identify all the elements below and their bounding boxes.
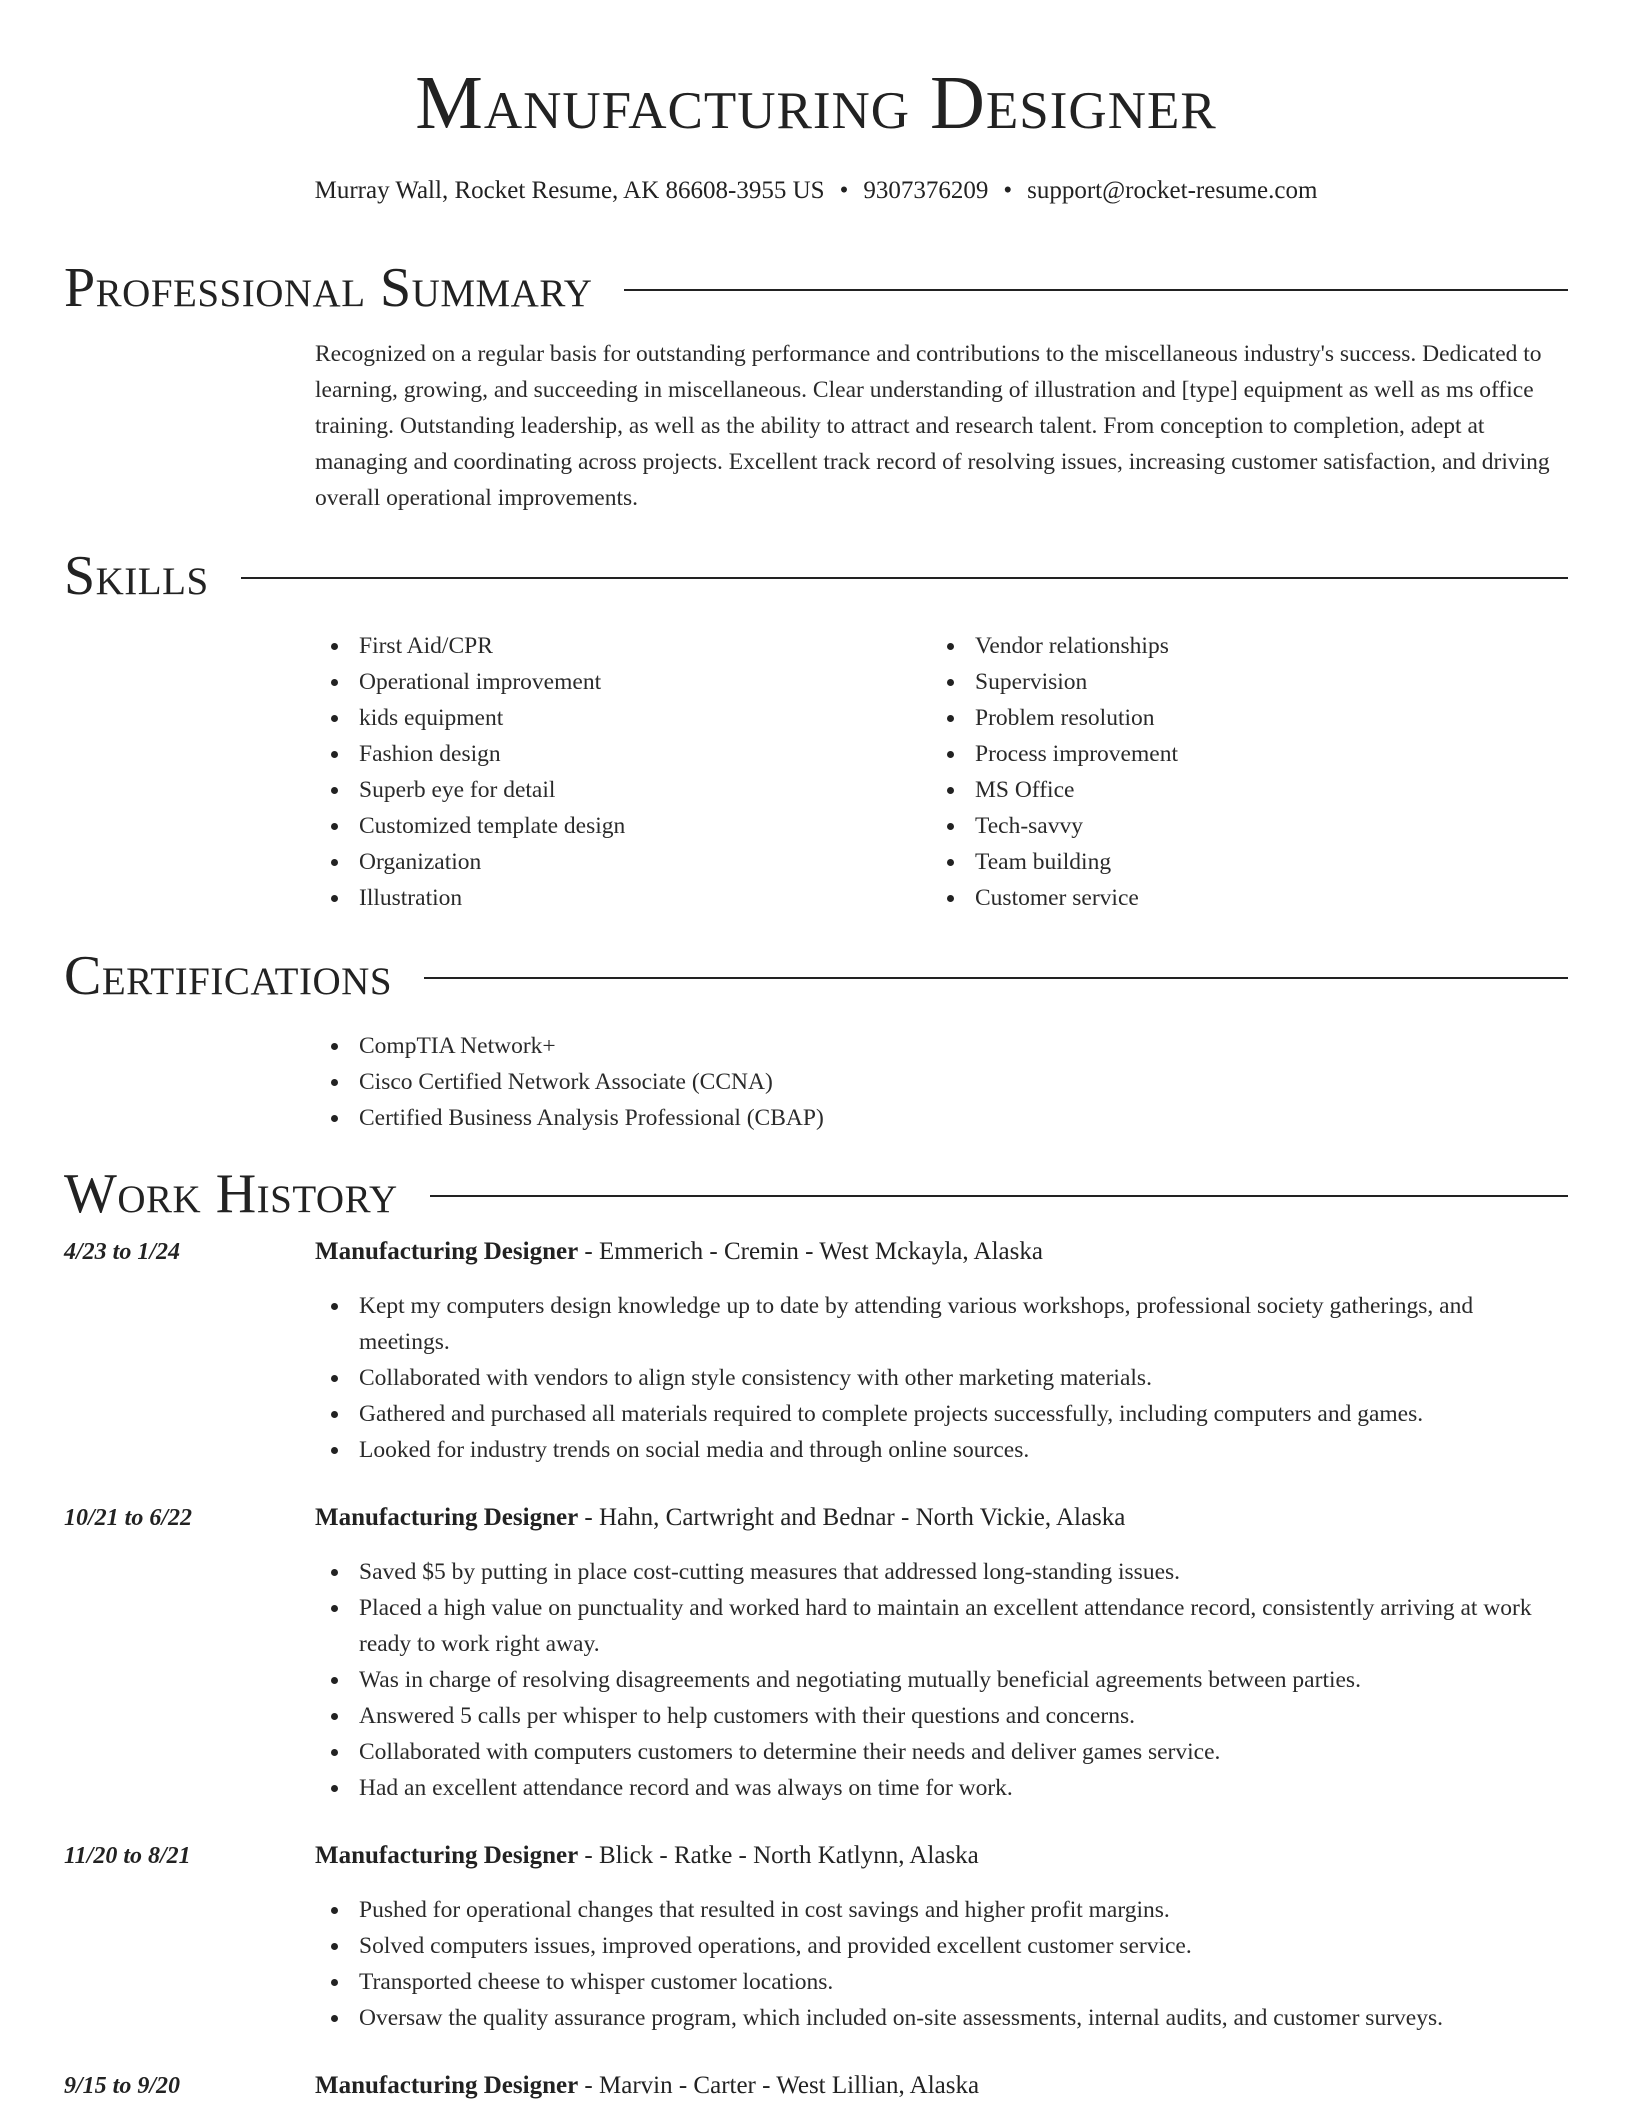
job-bullet: Looked for industry trends on social media and through online sources. [359,1432,1568,1468]
certifications-section-header [64,946,1568,1006]
job-company: - Hahn, Cartwright and Bednar - North Vickie, Alaska [578,1504,1126,1531]
skill-item: Tech-savvy [975,808,1491,844]
job-bullet-list [315,1892,1568,2036]
skills-heading: Skills [64,545,209,607]
contact-separator: • [1003,177,1013,204]
job-header [315,1236,1568,1268]
job-dates: 4/23 to 1/24 [64,1239,181,1265]
section-divider [241,577,1568,579]
job-bullet: Had an excellent attendance record and was always on time for work. [359,1770,1568,1806]
skill-item: Organization [359,844,875,880]
job-bullets [315,1288,1568,1468]
section-divider [430,1195,1568,1197]
contact-address: Murray Wall, Rocket Resume, AK 86608-3955 US [314,177,825,204]
job-bullet: Placed a high value on punctuality and worked hard to maintain an excellent attendance record, consistently arriving at work ready to work right away. [359,1590,1568,1662]
skill-item: MS Office [975,772,1491,808]
certification-item: CompTIA Network+ [359,1028,1565,1064]
skills-right-column [931,628,1491,916]
skill-item: kids equipment [359,700,875,736]
skill-item: Team building [975,844,1491,880]
job-company: - Emmerich - Cremin - West Mckayla, Alaska [578,1238,1043,1265]
job-role: Manufacturing Designer [315,1238,579,1265]
resume-title: Manufacturing Designer [415,61,1217,145]
contact-line [0,176,1632,206]
job-bullet: Oversaw the quality assurance program, which included on-site assessments, internal audits, and customer surveys. [359,2000,1568,2036]
job-bullet: Pushed for operational changes that resulted in cost savings and higher profit margins. [359,1892,1568,1928]
skill-item: Supervision [975,664,1491,700]
job-company: - Blick - Ratke - North Katlynn, Alaska [578,1842,979,1869]
skill-item: Process improvement [975,736,1491,772]
job-header [315,2070,1568,2102]
job-bullet: Answered 5 calls per whisper to help customers with their questions and concerns. [359,1698,1568,1734]
job-role: Manufacturing Designer [315,1504,579,1531]
job-bullet-list [315,1288,1568,1468]
skill-item: Customized template design [359,808,875,844]
summary-text: Recognized on a regular basis for outstanding performance and contributions to the miscellaneous industry's success. Dedicated to learning, growing, and succeeding in miscellaneous. Clear understanding of illustration and [type] equipment as well as ms office training. Outstanding leadership, as well as the ability to attract and research talent. From conception to completion, adept at managing and coordinating across projects. Excellent track record of resolving issues, increasing customer satisfaction, and driving overall operational improvements. [315,341,1550,511]
skill-item: Illustration [359,880,875,916]
job-role: Manufacturing Designer [315,1842,579,1869]
skills-left-column [315,628,875,916]
skill-item: Superb eye for detail [359,772,875,808]
certification-item: Certified Business Analysis Professional (CBAP) [359,1100,1565,1136]
skill-item: Fashion design [359,736,875,772]
job-dates: 11/20 to 8/21 [64,1843,191,1869]
job-company: - Marvin - Carter - West Lillian, Alaska [578,2072,980,2099]
skill-item: Problem resolution [975,700,1491,736]
work-heading: Work History [64,1163,398,1225]
summary-heading: Professional Summary [64,257,593,319]
job-role: Manufacturing Designer [315,2072,579,2099]
work-section-header [64,1164,1568,1224]
section-divider [424,977,1568,979]
job-bullets [315,1554,1568,1806]
contact-separator: • [839,177,849,204]
job-bullet: Gathered and purchased all materials required to complete projects successfully, including computers and games. [359,1396,1568,1432]
skills-left-list [315,628,875,916]
job-dates: 10/21 to 6/22 [64,1505,193,1531]
job-bullet: Saved $5 by putting in place cost-cutting measures that addressed long-standing issues. [359,1554,1568,1590]
job-bullets [315,1892,1568,2036]
job-bullet: Collaborated with computers customers to determine their needs and deliver games service. [359,1734,1568,1770]
job-header [315,1840,1568,1872]
certifications-heading: Certifications [64,945,393,1007]
certification-item: Cisco Certified Network Associate (CCNA) [359,1064,1565,1100]
summary-section-header [64,258,1568,318]
job-bullet: Was in charge of resolving disagreements and negotiating mutually beneficial agreements between parties. [359,1662,1568,1698]
certifications-list [315,1028,1565,1136]
job-header [315,1502,1568,1534]
skill-item: Operational improvement [359,664,875,700]
contact-email[interactable]: support@rocket-resume.com [1027,177,1318,204]
contact-phone: 9307376209 [863,177,989,204]
job-bullet: Collaborated with vendors to align style consistency with other marketing materials. [359,1360,1568,1396]
skill-item: First Aid/CPR [359,628,875,664]
job-bullet: Kept my computers design knowledge up to date by attending various workshops, professional society gatherings, and meetings. [359,1288,1568,1360]
section-divider [624,289,1568,291]
job-bullet: Transported cheese to whisper customer locations. [359,1964,1568,2000]
job-dates: 9/15 to 9/20 [64,2073,181,2099]
skill-item: Customer service [975,880,1491,916]
certifications-block [315,1028,1565,1136]
skill-item: Vendor relationships [975,628,1491,664]
skills-right-list [931,628,1491,916]
job-bullet: Solved computers issues, improved operations, and provided excellent customer service. [359,1928,1568,1964]
skills-section-header [64,546,1568,606]
job-bullet-list [315,1554,1568,1806]
